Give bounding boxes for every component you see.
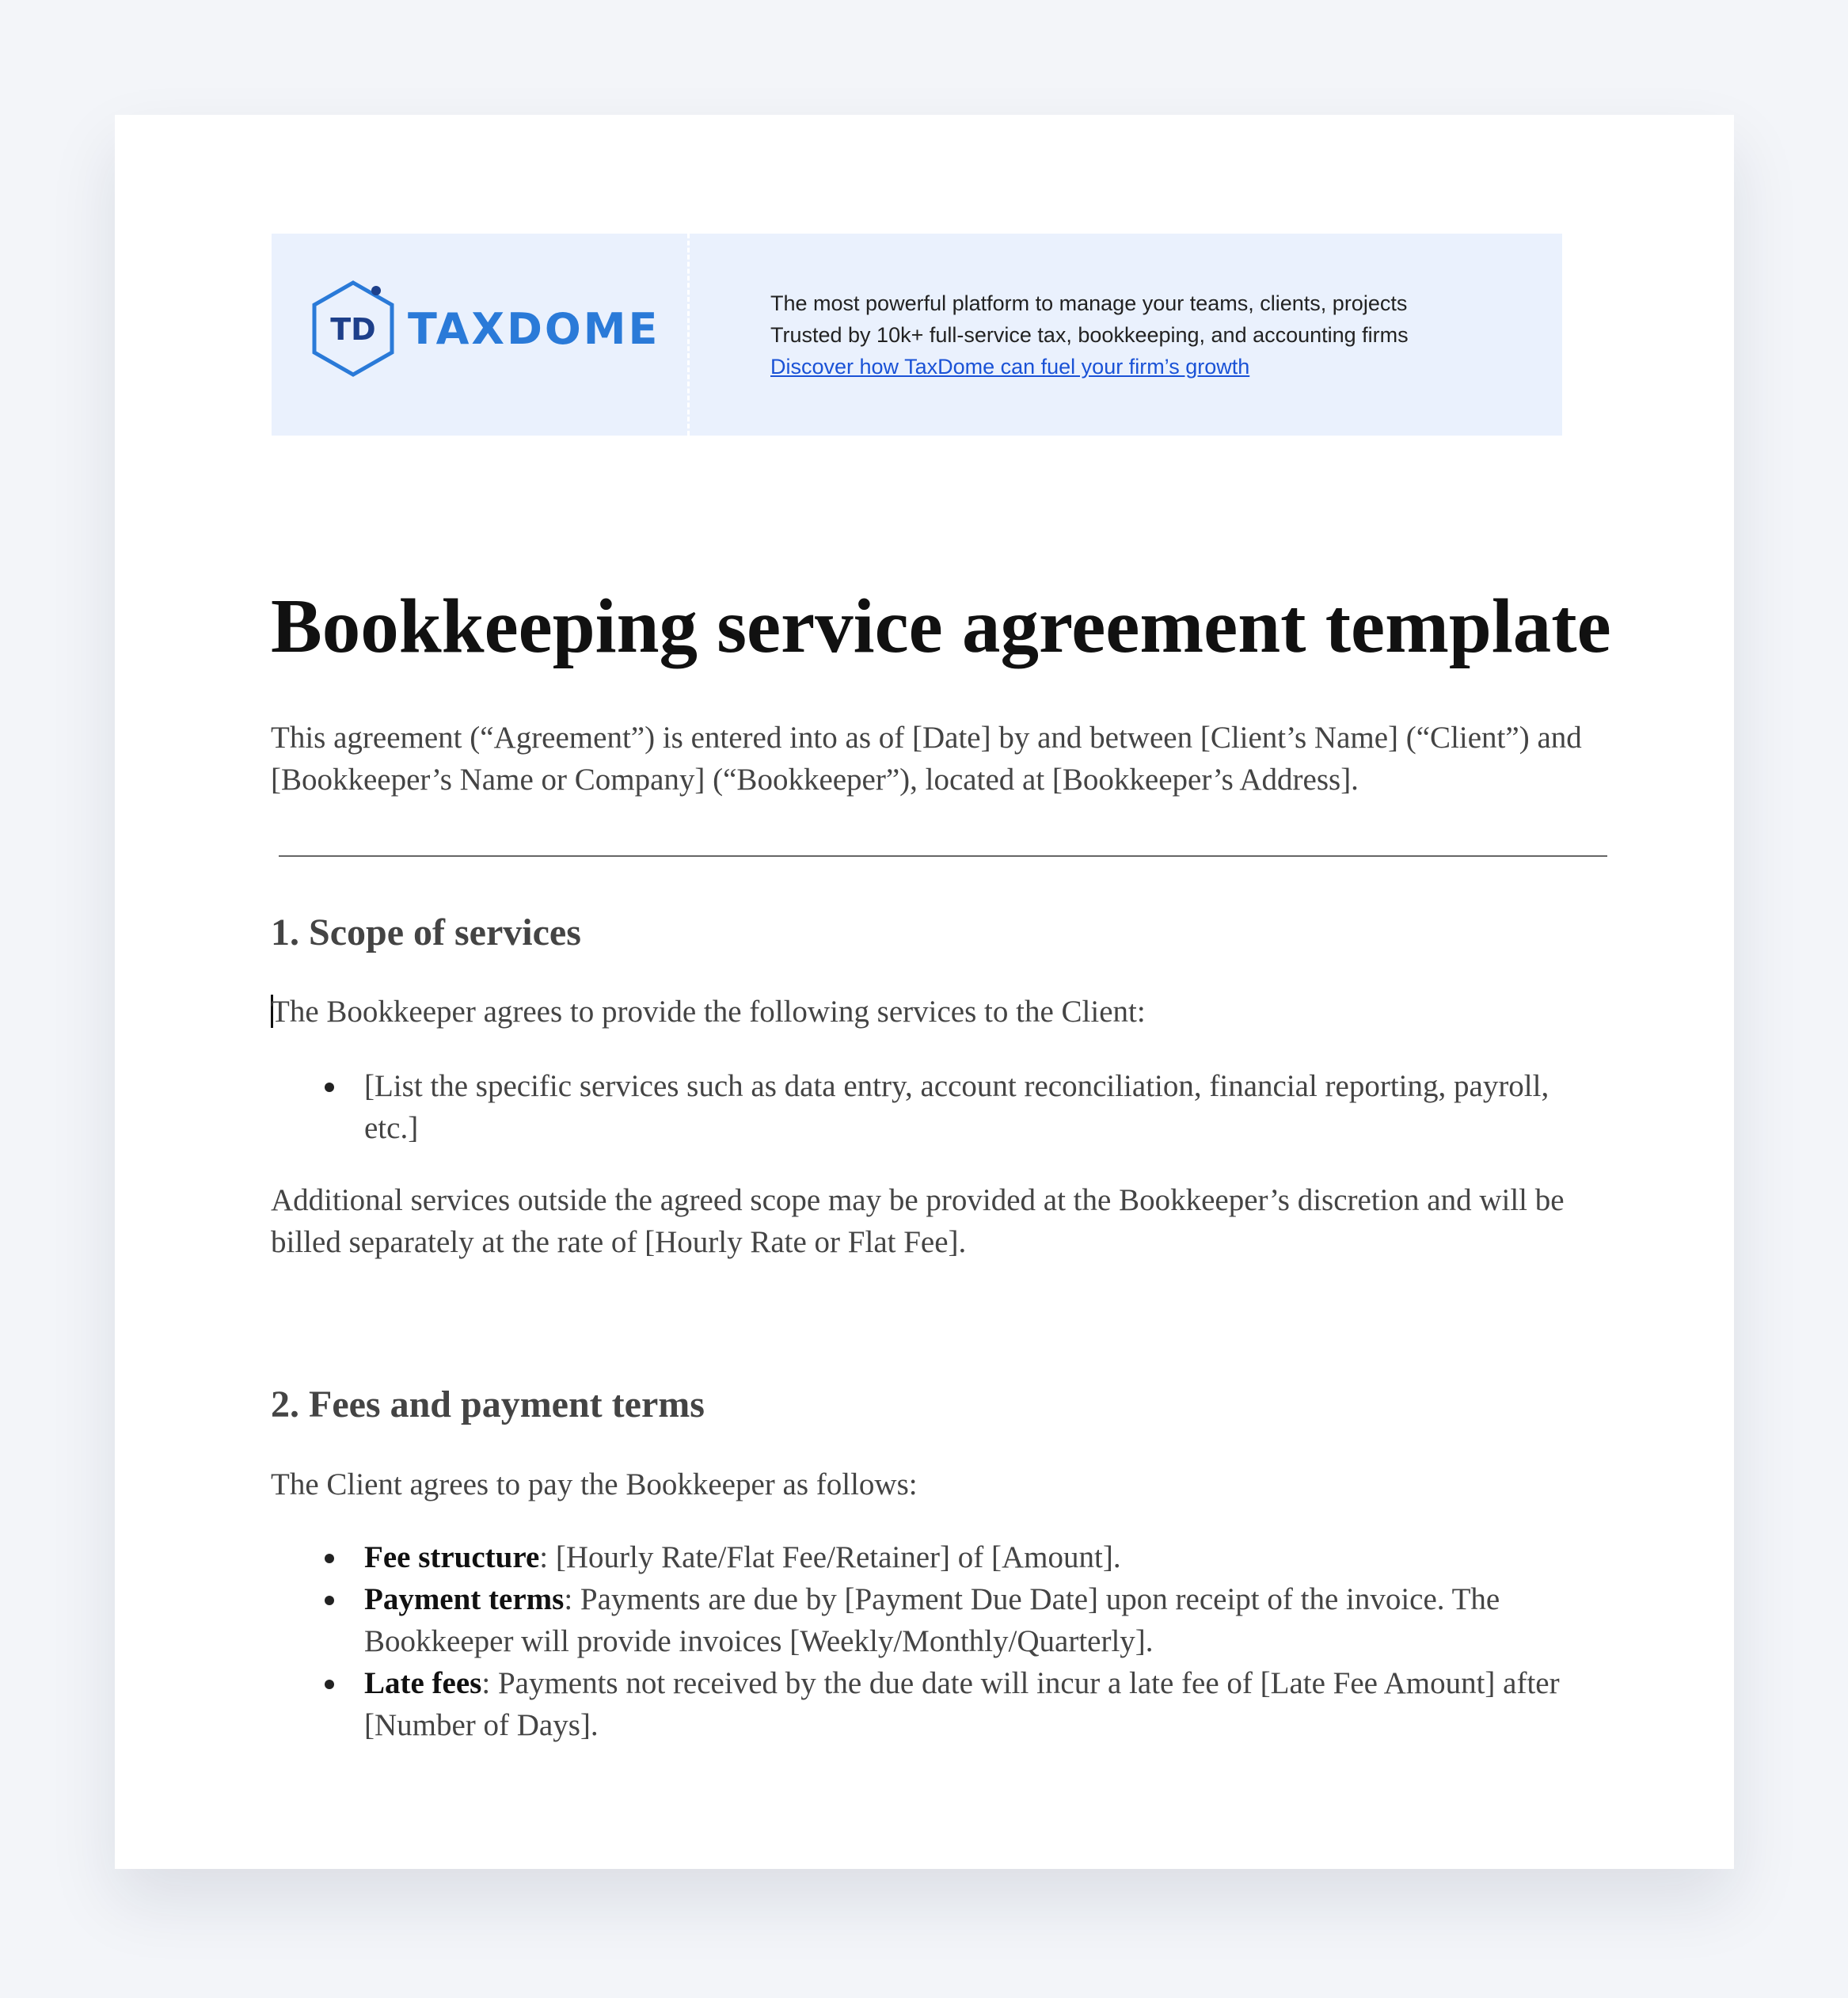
item-label: Late fees: [364, 1666, 482, 1700]
item-label: Fee structure: [364, 1540, 540, 1574]
banner-link[interactable]: Discover how TaxDome can fuel your firm’s growth: [770, 355, 1250, 379]
divider: [279, 855, 1607, 857]
fees-list: [271, 1536, 1599, 1746]
section-paragraph: Additional services outside the agreed scope may be provided at the Bookkeeper’s discretion and will be billed separately at the rate of [Hourly Rate or Flat Fee].: [271, 1183, 1565, 1259]
services-list: [271, 1065, 1599, 1149]
section-heading: 1. Scope of services: [271, 911, 581, 953]
svg-text:TD: TD: [330, 312, 376, 347]
item-text: : Payments not received by the due date will incur a late fee of [Late Fee Amount] after [Number of Days].: [364, 1666, 1560, 1742]
item-text: : [Hourly Rate/Flat Fee/Retainer] of [Amount].: [539, 1540, 1121, 1574]
document-page: [115, 115, 1734, 1869]
taxdome-banner: [272, 234, 1562, 436]
section-lead: The Client agrees to pay the Bookkeeper as follows:: [271, 1467, 918, 1501]
intro-paragraph: This agreement (“Agreement”) is entered into as of [Date] by and between [Client’s Name] (“Client”) and [Bookkeeper’s Name or Company] (“Bookkeeper”), located at [Bookkeeper’s Address].: [271, 721, 1582, 797]
document-title: Bookkeeping service agreement template: [271, 584, 1611, 668]
list-item: [364, 1578, 1599, 1662]
banner-divider: [687, 234, 690, 436]
taxdome-logo[interactable]: [310, 280, 660, 378]
list-item: [364, 1536, 1599, 1578]
section-lead[interactable]: [271, 991, 1617, 1033]
item-label: Payment terms: [364, 1582, 565, 1616]
banner-trust-line: Trusted by 10k+ full-service tax, bookkeeping, and accounting firms: [770, 323, 1409, 347]
section-heading: 2. Fees and payment terms: [271, 1383, 705, 1425]
item-text: : Payments are due by [Payment Due Date] upon receipt of the invoice. The Bookkeeper will provide invoices [Weekly/Monthly/Quarterly].: [364, 1582, 1500, 1658]
banner-tagline: The most powerful platform to manage your teams, clients, projects: [770, 291, 1408, 315]
list-item: [List the specific services such as data entry, account reconciliation, financial reporting, payroll, etc.]: [364, 1065, 1599, 1149]
list-item: [364, 1662, 1599, 1746]
logo-wordmark: TAXDOME: [408, 303, 660, 354]
lead-text: The Bookkeeper agrees to provide the following services to the Client:: [271, 995, 1146, 1029]
taxdome-hexagon-logo-icon: [310, 280, 397, 378]
